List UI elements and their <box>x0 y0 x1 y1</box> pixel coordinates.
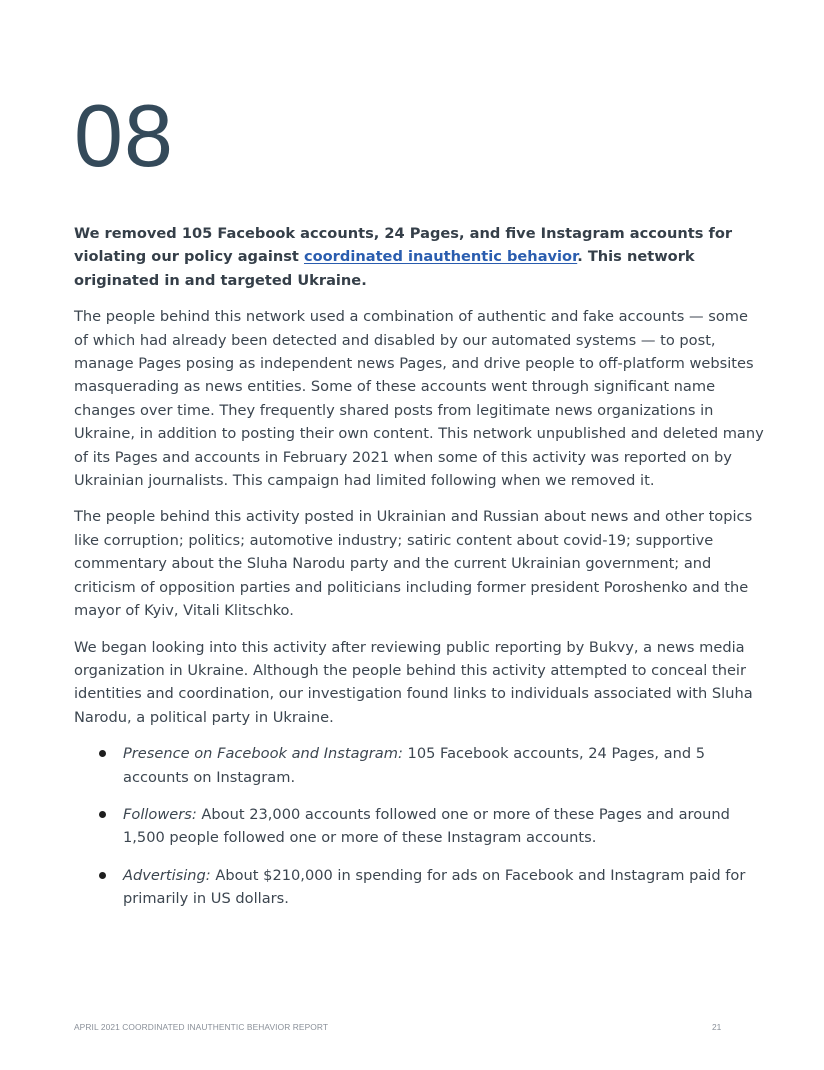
body-paragraph-investigation: We began looking into this activity after reviewing public reporting by Bukvy, a news media organization in Ukraine. Although the people behind this activity attempted to conceal their identities and coordination, our investigation found links to individuals associated with Sluha Narodu, a political party in Ukraine. <box>74 638 753 726</box>
footer-report-title: APRIL 2021 COORDINATED INAUTHENTIC BEHAVIOR REPORT <box>74 1022 329 1032</box>
section-number: 08 <box>74 86 174 185</box>
bullet-dot-icon <box>99 750 106 757</box>
bullet-label: Presence on Facebook and Instagram: <box>123 745 403 763</box>
lead-text-after-link: . This network originated in and targeted Ukraine. <box>74 248 695 289</box>
bullet-dot-icon <box>99 811 106 818</box>
lead-text-before-link: We removed 105 Facebook accounts, 24 Pages, and five Instagram accounts for violating our policy against <box>74 225 733 266</box>
body-paragraph-network: The people behind this network used a combination of authentic and fake accounts — some of which had already been detected and disabled by our automated systems — to post, manage Pages posing as independent news Pages, and drive people to off-platform websites masquerading as news entities. Some of these accounts went through significant name changes over time. They frequently shared posts from legitimate news organizations in Ukraine, in addition to posting their own content. This network unpublished and deleted many of its Pages and accounts in February 2021 when some of this activity was reported on by Ukrainian journalists. This campaign had limited following when we removed it. <box>74 308 764 490</box>
bullet-text: About 23,000 accounts followed one or more of these Pages and around 1,500 people followed one or more of these Instagram accounts. <box>123 805 730 847</box>
main-content <box>74 222 766 925</box>
bullet-advertising <box>74 864 766 911</box>
bullet-presence <box>74 742 766 789</box>
body-paragraph-topics: The people behind this activity posted in Ukrainian and Russian about news and other topics like corruption; politics; automotive industry; satiric content about covid-19; supportive commentary about the Sluha Narodu party and the current Ukrainian government; and criticism of opposition parties and politicians including former president Poroshenko and the mayor of Kyiv, Vitali Klitschko. <box>74 508 753 620</box>
bullet-followers <box>74 803 766 850</box>
lead-paragraph <box>74 222 766 292</box>
footer-page-number: 21 <box>712 1022 722 1032</box>
bullet-dot-icon <box>99 872 106 879</box>
bullet-label: Advertising: <box>123 866 211 884</box>
stats-bullet-list <box>74 742 766 910</box>
bullet-text: About $210,000 in spending for ads on Facebook and Instagram paid for primarily in US dollars. <box>123 866 746 908</box>
bullet-text: 105 Facebook accounts, 24 Pages, and 5 accounts on Instagram. <box>123 745 706 786</box>
cib-policy-link[interactable]: coordinated inauthentic behavior <box>303 248 578 266</box>
bullet-label: Followers: <box>123 805 197 823</box>
